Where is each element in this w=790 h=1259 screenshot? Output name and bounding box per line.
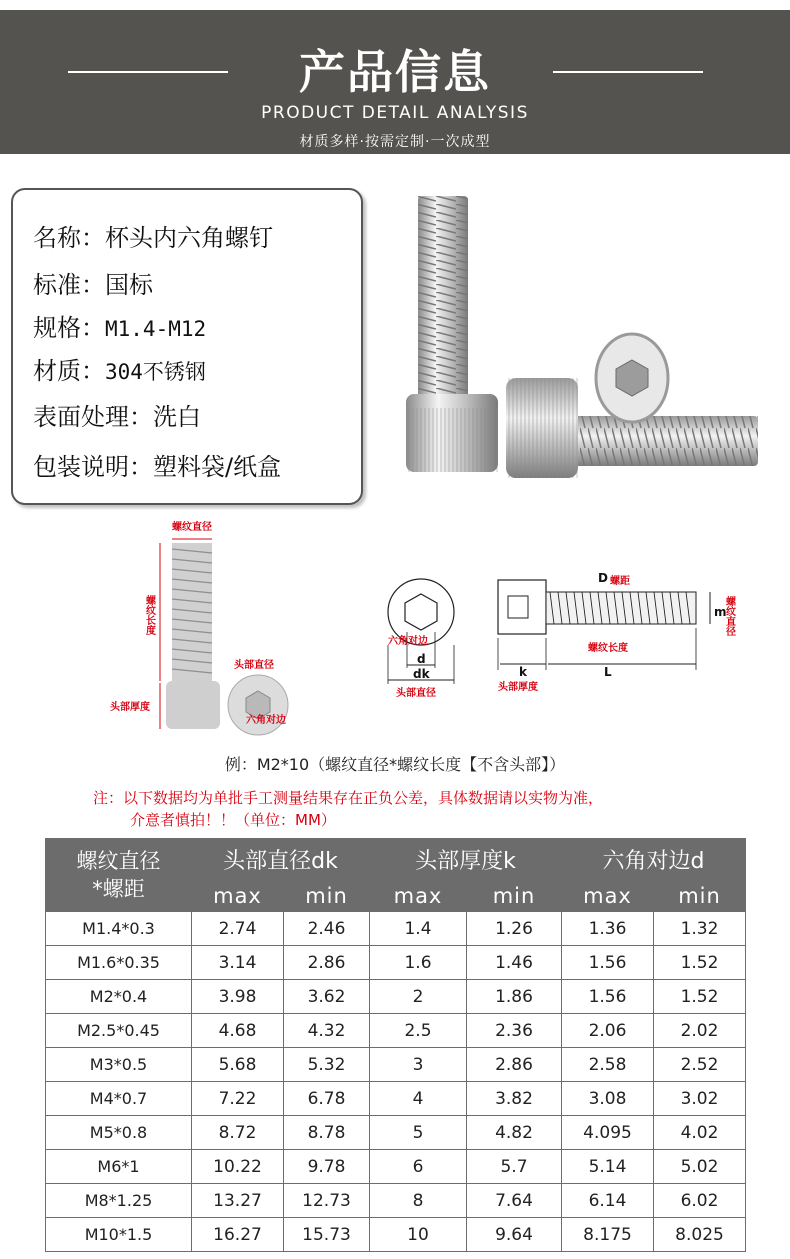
label-dk: dk — [413, 667, 430, 681]
label-head-diameter: 头部直径 — [234, 660, 274, 671]
table-cell: 8.175 — [562, 1218, 654, 1252]
table-cell: 5.7 — [467, 1150, 562, 1184]
table-cell: 4.68 — [192, 1014, 284, 1048]
table-cell: 13.27 — [192, 1184, 284, 1218]
table-cell: 4.02 — [654, 1116, 746, 1150]
table-cell: 4.82 — [467, 1116, 562, 1150]
info-packaging — [33, 447, 281, 482]
table-cell: 3 — [370, 1048, 467, 1082]
table-cell: 1.86 — [467, 980, 562, 1014]
table-cell: 8.025 — [654, 1218, 746, 1252]
info-name — [33, 218, 273, 253]
table-row — [46, 1048, 746, 1082]
col-header-thread — [46, 839, 192, 912]
col-header-thread-line1: 螺纹直径 — [76, 849, 161, 873]
info-material — [33, 351, 206, 386]
info-label: 材质： — [33, 357, 105, 385]
table-row — [46, 912, 746, 946]
col-subheader: max — [370, 880, 467, 912]
info-value: 塑料袋/纸盒 — [153, 453, 282, 481]
info-value: 洗白 — [153, 403, 201, 431]
table-row — [46, 946, 746, 980]
table-cell: 1.52 — [654, 980, 746, 1014]
info-value: M1.4-M12 — [105, 317, 207, 341]
label-thread-diameter: 螺纹直径 — [723, 596, 735, 636]
label-thread-length: 螺纹长度 — [143, 595, 155, 635]
table-cell: 10 — [370, 1218, 467, 1252]
table-cell: 2.74 — [192, 912, 284, 946]
info-spec — [33, 308, 206, 343]
table-cell: 4.095 — [562, 1116, 654, 1150]
label-head-thickness: 头部厚度 — [110, 702, 150, 713]
col-subheader: min — [467, 880, 562, 912]
label-d: d — [417, 652, 426, 666]
table-cell: 2.06 — [562, 1014, 654, 1048]
table-cell: 1.56 — [562, 980, 654, 1014]
table-cell-thread: M5*0.8 — [46, 1116, 192, 1150]
col-subheader: min — [654, 880, 746, 912]
table-cell: 2.46 — [284, 912, 370, 946]
table-cell-thread: M4*0.7 — [46, 1082, 192, 1116]
table-cell: 9.78 — [284, 1150, 370, 1184]
info-value: 国标 — [105, 271, 153, 299]
table-cell: 6.78 — [284, 1082, 370, 1116]
table-cell: 5.02 — [654, 1150, 746, 1184]
page-subtitle: PRODUCT DETAIL ANALYSIS — [261, 103, 529, 123]
table-cell: 1.52 — [654, 946, 746, 980]
info-label: 名称： — [33, 224, 105, 252]
table-cell: 16.27 — [192, 1218, 284, 1252]
example-text: 例：M2*10（螺纹直径*螺纹长度【不含头部】） — [224, 755, 566, 774]
table-cell: 8.78 — [284, 1116, 370, 1150]
table-cell: 3.98 — [192, 980, 284, 1014]
table-cell: 5.32 — [284, 1048, 370, 1082]
table-cell: 2.86 — [284, 946, 370, 980]
info-surface — [33, 397, 201, 432]
product-photo — [396, 188, 776, 506]
table-cell: 4 — [370, 1082, 467, 1116]
table-cell: 1.4 — [370, 912, 467, 946]
col-header-thread-line2: *螺距 — [92, 877, 145, 901]
table-cell: 2.02 — [654, 1014, 746, 1048]
label-D: D — [598, 571, 608, 585]
info-label: 规格： — [33, 314, 105, 342]
table-cell-thread: M2*0.4 — [46, 980, 192, 1014]
table-cell: 5.68 — [192, 1048, 284, 1082]
table-row — [46, 980, 746, 1014]
table-cell: 15.73 — [284, 1218, 370, 1252]
label-pitch: 螺距 — [610, 576, 630, 587]
table-cell: 2.86 — [467, 1048, 562, 1082]
product-info-box — [11, 188, 363, 505]
table-row — [46, 1014, 746, 1048]
table-cell-thread: M1.6*0.35 — [46, 946, 192, 980]
table-cell: 8 — [370, 1184, 467, 1218]
table-cell-thread: M2.5*0.45 — [46, 1014, 192, 1048]
label-head-diameter: 头部直径 — [396, 688, 436, 699]
page-header — [0, 10, 790, 154]
col-header-head-diameter: 头部直径dk — [192, 839, 370, 880]
table-cell: 1.32 — [654, 912, 746, 946]
spec-table-body — [46, 912, 746, 1252]
info-standard — [33, 265, 153, 300]
table-row — [46, 1082, 746, 1116]
table-cell: 5 — [370, 1116, 467, 1150]
table-cell: 3.02 — [654, 1082, 746, 1116]
table-cell-thread: M6*1 — [46, 1150, 192, 1184]
table-cell-thread: M3*0.5 — [46, 1048, 192, 1082]
table-cell: 3.08 — [562, 1082, 654, 1116]
table-cell: 3.14 — [192, 946, 284, 980]
table-cell: 9.64 — [467, 1218, 562, 1252]
page-tagline: 材质多样·按需定制·一次成型 — [299, 134, 491, 150]
info-value: 杯头内六角螺钉 — [105, 224, 273, 252]
table-cell: 3.82 — [467, 1082, 562, 1116]
table-cell: 2.52 — [654, 1048, 746, 1082]
table-row — [46, 1150, 746, 1184]
table-cell: 1.26 — [467, 912, 562, 946]
table-cell: 2.36 — [467, 1014, 562, 1048]
info-label: 标准： — [33, 271, 105, 299]
col-header-hex-flats: 六角对边d — [562, 839, 746, 880]
profile-diagram — [492, 566, 752, 696]
table-cell: 10.22 — [192, 1150, 284, 1184]
table-cell: 2 — [370, 980, 467, 1014]
label-k: k — [519, 665, 527, 679]
table-cell: 2.58 — [562, 1048, 654, 1082]
note-line-1: 注：以下数据均为单批手工测量结果存在正负公差，具体数据请以实物为准， — [93, 789, 604, 807]
table-cell-thread: M8*1.25 — [46, 1184, 192, 1218]
table-cell-thread: M10*1.5 — [46, 1218, 192, 1252]
table-cell: 3.62 — [284, 980, 370, 1014]
table-cell: 5.14 — [562, 1150, 654, 1184]
screw-side-diagram — [100, 515, 300, 745]
info-label: 表面处理： — [33, 403, 153, 431]
label-hex-flats: 六角对边 — [388, 636, 428, 647]
table-cell: 1.46 — [467, 946, 562, 980]
table-cell: 1.6 — [370, 946, 467, 980]
label-L: L — [604, 665, 612, 679]
table-cell: 6.02 — [654, 1184, 746, 1218]
table-cell: 7.22 — [192, 1082, 284, 1116]
label-thread-length: 螺纹长度 — [588, 643, 628, 654]
label-head-thickness: 头部厚度 — [498, 682, 538, 693]
table-cell: 6.14 — [562, 1184, 654, 1218]
table-cell: 1.56 — [562, 946, 654, 980]
page-title: 产品信息 — [299, 45, 491, 99]
table-cell: 4.32 — [284, 1014, 370, 1048]
table-cell: 2.5 — [370, 1014, 467, 1048]
table-row — [46, 1184, 746, 1218]
col-subheader: min — [284, 880, 370, 912]
label-m: m — [714, 605, 727, 619]
table-cell: 12.73 — [284, 1184, 370, 1218]
table-row — [46, 1116, 746, 1150]
spec-table — [45, 838, 746, 1252]
info-label: 包装说明： — [33, 453, 153, 481]
table-row — [46, 1218, 746, 1252]
col-subheader: max — [562, 880, 654, 912]
col-header-head-thickness: 头部厚度k — [370, 839, 562, 880]
label-hex-flats: 六角对边 — [246, 715, 286, 726]
label-thread-diameter: 螺纹直径 — [172, 522, 212, 533]
table-cell: 6 — [370, 1150, 467, 1184]
note-line-2: 介意者慎拍！！（单位：MM） — [130, 811, 336, 829]
info-value: 304不锈钢 — [105, 360, 206, 384]
col-subheader: max — [192, 880, 284, 912]
top-view-diagram — [374, 572, 474, 712]
table-cell: 7.64 — [467, 1184, 562, 1218]
table-cell: 1.36 — [562, 912, 654, 946]
table-cell-thread: M1.4*0.3 — [46, 912, 192, 946]
table-cell: 8.72 — [192, 1116, 284, 1150]
